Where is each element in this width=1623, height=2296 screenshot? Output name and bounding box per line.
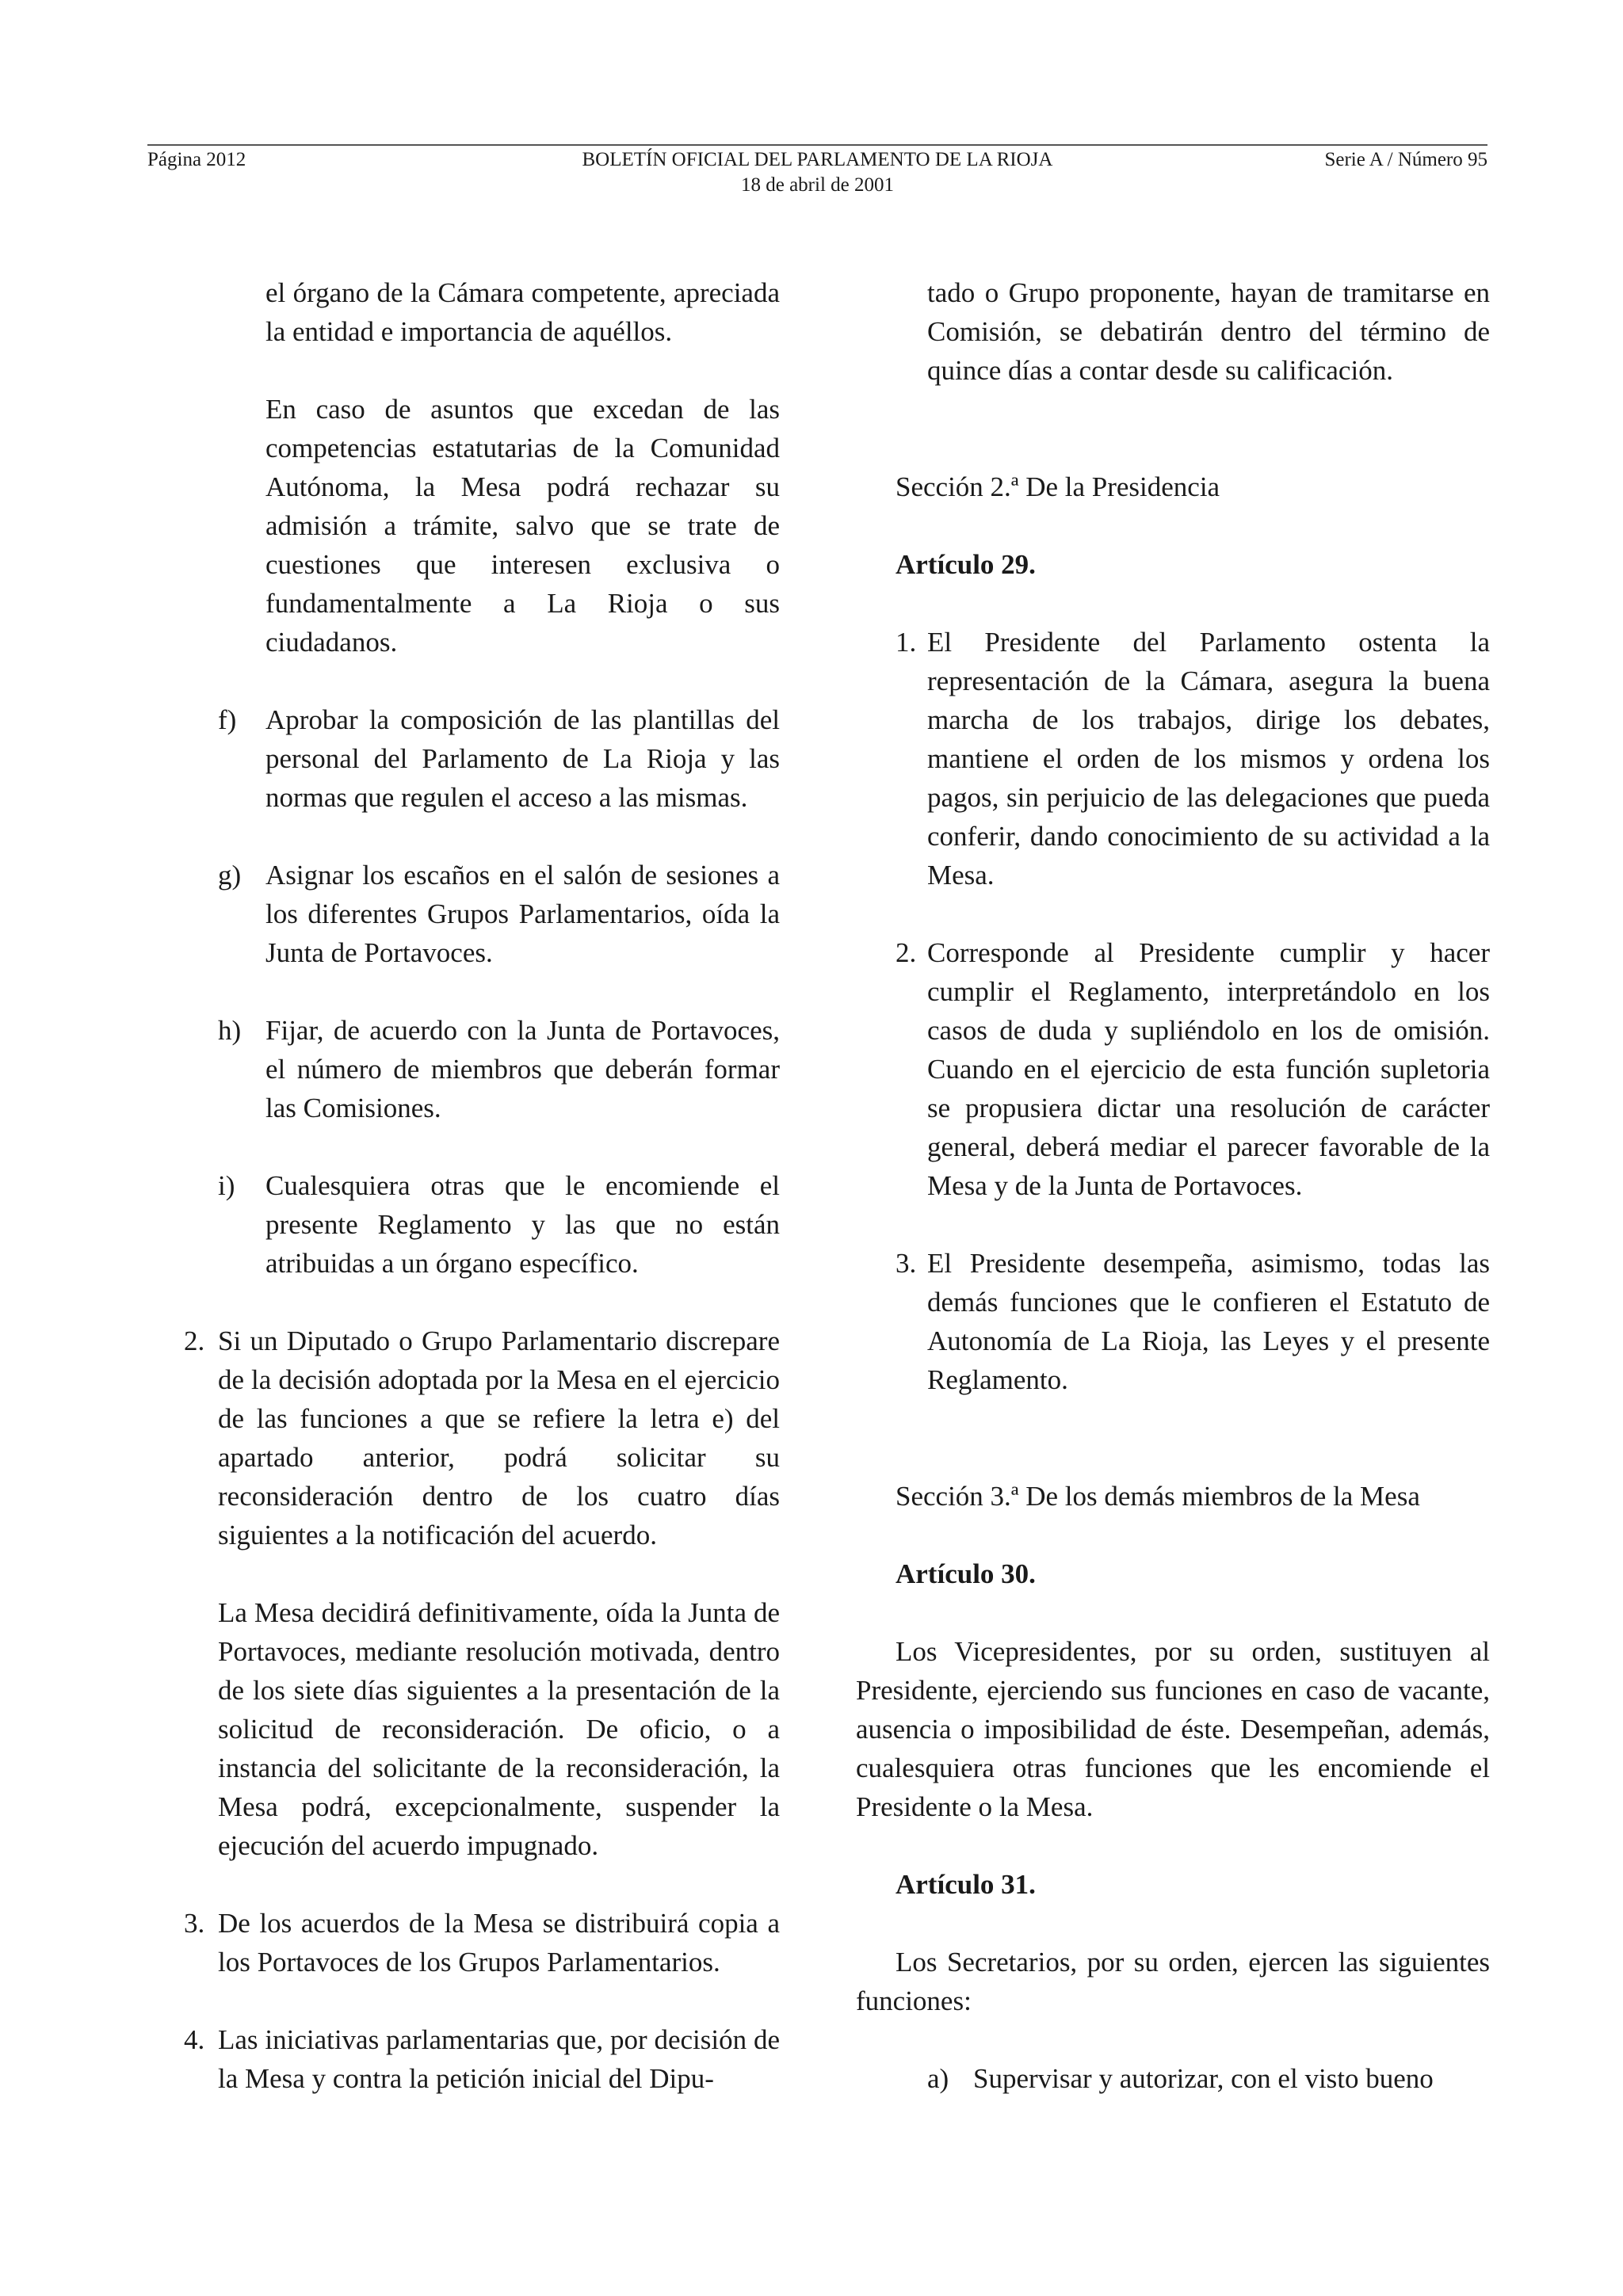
section-heading: Sección 2.ª De la Presidencia <box>896 471 1220 502</box>
paragraph-text: Las iniciativas parlamentarias que, por decisión de la Mesa y contra la petición inicial del Dipu- <box>218 2024 780 2094</box>
item-text: Cualesquiera otras que le encomiende el presente Reglamento y las que no están atribuidas a un órgano específico. <box>265 1170 780 1279</box>
list-item <box>184 1011 780 1127</box>
right-column <box>856 273 1490 2098</box>
page-number: Página 2012 <box>147 149 246 170</box>
paragraph-number: 3. <box>184 1908 205 1939</box>
item-label: h) <box>218 1015 242 1046</box>
item-label: g) <box>218 860 242 891</box>
item-text: Aprobar la composición de las plantillas del personal del Parlamento de La Rioja y las normas que regulen el acceso a las mismas. <box>265 704 780 813</box>
bulletin-serie: Serie A / Número 95 <box>1324 149 1487 170</box>
paragraph-text: Si un Diputado o Grupo Parlamentario discrepare de la decisión adoptada por la Mesa en el ejercicio de las funciones a que se refiere la letra e) del apartado anterior, podrá solicitar su reconsideración dentro de los cuatro días siguientes a la notificación del acuerdo. <box>218 1325 780 1550</box>
numbered-paragraph <box>184 2020 780 2098</box>
paragraph: Los Secretarios, por su orden, ejercen las siguientes funciones: <box>856 1947 1490 2016</box>
paragraph-text: Corresponde al Presidente cumplir y hacer cumplir el Reglamento, interpretándolo en los casos de duda y supliéndolo en los de omisión. Cuando en el ejercicio de esta función supletoria se propusiera dictar una resolución de carácter general, deberá mediar el parecer favorable de la Mesa y de la Junta de Portavoces. <box>927 937 1490 1201</box>
continued-paragraph: el órgano de la Cámara competente, apreciada la entidad e importancia de aquéllos. <box>265 277 780 347</box>
numbered-paragraph <box>184 1904 780 1981</box>
numbered-paragraph <box>856 933 1490 1205</box>
paragraph-number: 2. <box>896 937 917 968</box>
item-label: a) <box>927 2063 949 2094</box>
item-label: f) <box>218 704 237 735</box>
article-heading: Artículo 30. <box>896 1558 1036 1589</box>
paragraph-number: 4. <box>184 2024 205 2055</box>
paragraph-number: 2. <box>184 1325 205 1356</box>
paragraph: Los Vicepresidentes, por su orden, sustituyen al Presidente, ejerciendo sus funciones en caso de vacante, ausencia o imposibilidad de éste. Desempeñan, además, cualesquiera otras funciones que les encomiende el Presidente o la Mesa. <box>856 1636 1490 1822</box>
article-heading: Artículo 31. <box>896 1869 1036 1900</box>
list-item <box>184 700 780 817</box>
item-label: i) <box>218 1170 235 1201</box>
bulletin-title: BOLETÍN OFICIAL DEL PARLAMENTO DE LA RIOJA <box>582 149 1053 170</box>
continued-paragraph: tado o Grupo proponente, hayan de tramitarse en Comisión, se debatirán dentro del término de quince días a contar desde su calificación. <box>927 277 1490 386</box>
list-item <box>184 1166 780 1283</box>
section-heading: Sección 3.ª De los demás miembros de la Mesa <box>896 1481 1420 1512</box>
bulletin-date: 18 de abril de 2001 <box>740 174 894 196</box>
numbered-paragraph <box>856 1244 1490 1399</box>
paragraph-number: 1. <box>896 627 917 658</box>
paragraph-text: De los acuerdos de la Mesa se distribuirá copia a los Portavoces de los Grupos Parlamentarios. <box>218 1908 780 1978</box>
paragraph-number: 3. <box>896 1248 917 1279</box>
numbered-paragraph <box>184 1322 780 1554</box>
item-text: Asignar los escaños en el salón de sesiones a los diferentes Grupos Parlamentarios, oída la Junta de Portavoces. <box>265 860 780 968</box>
paragraph-text: El Presidente del Parlamento ostenta la representación de la Cámara, asegura la buena marcha de los trabajos, dirige los debates, mantiene el orden de los mismos y ordena los pagos, sin perjuicio de las delegaciones que pueda conferir, dando conocimiento de su actividad a la Mesa. <box>927 627 1490 891</box>
list-item <box>856 2059 1490 2098</box>
left-column <box>184 273 780 2098</box>
paragraph: En caso de asuntos que excedan de las competencias estatutarias de la Comunidad Autónoma, la Mesa podrá rechazar su admisión a trámite, salvo que se trate de cuestiones que interesen exclusiva o fundamentalmente a La Rioja o sus ciudadanos. <box>265 394 780 658</box>
item-text: Fijar, de acuerdo con la Junta de Portavoces, el número de miembros que deberán formar las Comisiones. <box>265 1015 780 1123</box>
numbered-paragraph <box>856 623 1490 894</box>
paragraph: La Mesa decidirá definitivamente, oída la Junta de Portavoces, mediante resolución motivada, dentro de los siete días siguientes a la presentación de la solicitud de reconsideración. De oficio, o a instancia del solicitante de la reconsideración, la Mesa podrá, excepcionalmente, suspender la ejecución del acuerdo impugnado. <box>218 1597 780 1861</box>
list-item <box>184 856 780 972</box>
article-heading: Artículo 29. <box>896 549 1036 580</box>
header-rule <box>147 144 1487 146</box>
item-text: Supervisar y autorizar, con el visto bueno <box>973 2063 1434 2094</box>
paragraph-text: El Presidente desempeña, asimismo, todas las demás funciones que le confieren el Estatuto de Autonomía de La Rioja, las Leyes y el presente Reglamento. <box>927 1248 1490 1395</box>
